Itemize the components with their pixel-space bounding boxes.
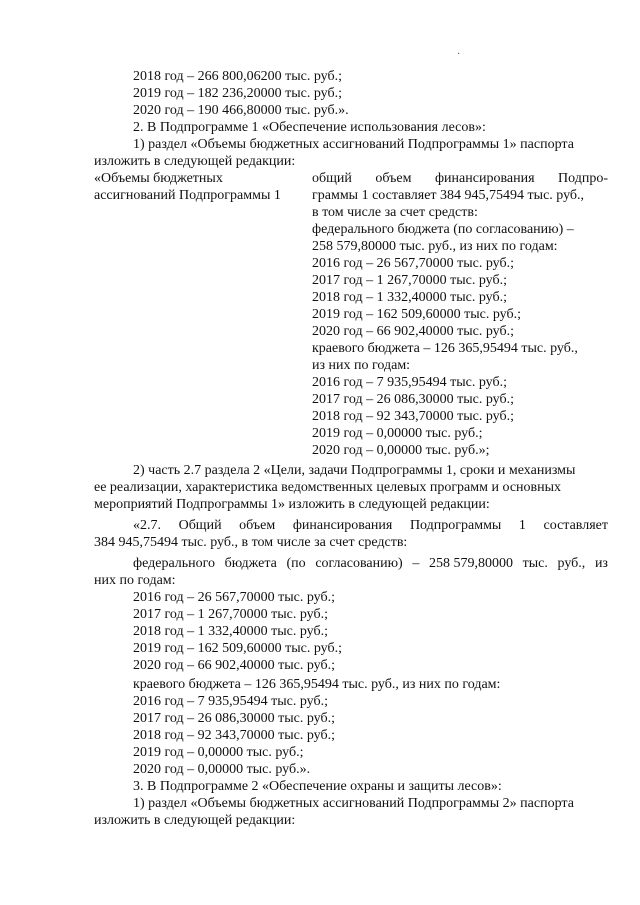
sub2-line2: ее реализации, характеристика ведомственных целевых программ и основных bbox=[94, 480, 562, 495]
table-right-line: 2016 год – 7 935,95494 тыс. руб.; bbox=[312, 375, 507, 390]
table-right-line: 2020 год – 0,00000 тыс. руб.»; bbox=[312, 443, 490, 458]
part27-federal-line2: них по годам: bbox=[94, 573, 176, 588]
table-right-line: 2019 год – 0,00000 тыс. руб.; bbox=[312, 426, 483, 441]
reg-year-line: 2016 год – 7 935,95494 тыс. руб.; bbox=[133, 694, 328, 709]
item3-sub1-line1: 1) раздел «Объемы бюджетных ассигнований Подпрограммы 2» паспорта bbox=[133, 796, 574, 811]
prev-year-2018: 2018 год – 266 800,06200 тыс. руб.; bbox=[133, 69, 342, 84]
scan-mark: · bbox=[457, 49, 461, 60]
table-right-line: 2016 год – 26 567,70000 тыс. руб.; bbox=[312, 256, 514, 271]
part27-line2: 384 945,75494 тыс. руб., в том числе за счет средств: bbox=[94, 535, 408, 550]
sub1-line1: 1) раздел «Объемы бюджетных ассигнований Подпрограммы 1» паспорта bbox=[133, 137, 574, 152]
table-right-line: 258 579,80000 тыс. руб., из них по годам: bbox=[312, 239, 558, 254]
item3-sub1-line2: изложить в следующей редакции: bbox=[94, 813, 296, 828]
fed-year-line: 2016 год – 26 567,70000 тыс. руб.; bbox=[133, 590, 335, 605]
table-right-line: 2020 год – 66 902,40000 тыс. руб.; bbox=[312, 324, 514, 339]
table-right-line1: общий объем финансирования Подпро- bbox=[312, 171, 608, 186]
fed-year-line: 2020 год – 66 902,40000 тыс. руб.; bbox=[133, 658, 335, 673]
reg-year-line: 2017 год – 26 086,30000 тыс. руб.; bbox=[133, 711, 335, 726]
table-right-line: из них по годам: bbox=[312, 358, 411, 373]
reg-year-line: 2018 год – 92 343,70000 тыс. руб.; bbox=[133, 728, 335, 743]
table-right-line: в том числе за счет средств: bbox=[312, 205, 478, 220]
item-2-heading: 2. В Подпрограмме 1 «Обеспечение использования лесов»: bbox=[133, 120, 486, 135]
table-right-line: федерального бюджета (по согласованию) – bbox=[312, 222, 574, 237]
table-right-line: 2017 год – 1 267,70000 тыс. руб.; bbox=[312, 273, 507, 288]
table-right-line: граммы 1 составляет 384 945,75494 тыс. руб., bbox=[312, 188, 585, 203]
sub2-line1: 2) часть 2.7 раздела 2 «Цели, задачи Подпрограммы 1, сроки и механизмы bbox=[133, 463, 576, 478]
table-right-line: 2019 год – 162 509,60000 тыс. руб.; bbox=[312, 307, 521, 322]
fed-year-line: 2017 год – 1 267,70000 тыс. руб.; bbox=[133, 607, 328, 622]
part27-federal-line1: федерального бюджета (по согласованию) – 258 579,80000 тыс. руб., из bbox=[133, 556, 608, 571]
sub1-line2: изложить в следующей редакции: bbox=[94, 154, 296, 169]
sub2-line3: мероприятий Подпрограммы 1» изложить в следующей редакции: bbox=[94, 497, 490, 512]
reg-year-line: 2019 год – 0,00000 тыс. руб.; bbox=[133, 745, 304, 760]
prev-year-2020: 2020 год – 190 466,80000 тыс. руб.». bbox=[133, 103, 349, 118]
part27-line1: «2.7. Общий объем финансирования Подпрограммы 1 составляет bbox=[133, 518, 608, 533]
reg-year-line: 2020 год – 0,00000 тыс. руб.». bbox=[133, 762, 311, 777]
fed-year-line: 2018 год – 1 332,40000 тыс. руб.; bbox=[133, 624, 328, 639]
item-3-heading: 3. В Подпрограмме 2 «Обеспечение охраны и защиты лесов»: bbox=[133, 779, 502, 794]
fed-year-line: 2019 год – 162 509,60000 тыс. руб.; bbox=[133, 641, 342, 656]
table-left-line1: «Объемы бюджетных bbox=[94, 171, 223, 186]
table-left-line2: ассигнований Подпрограммы 1 bbox=[94, 188, 281, 203]
regional-budget-line: краевого бюджета – 126 365,95494 тыс. руб., из них по годам: bbox=[133, 677, 501, 692]
table-right-line: 2018 год – 1 332,40000 тыс. руб.; bbox=[312, 290, 507, 305]
table-right-line: 2017 год – 26 086,30000 тыс. руб.; bbox=[312, 392, 514, 407]
table-right-line: краевого бюджета – 126 365,95494 тыс. руб., bbox=[312, 341, 578, 356]
table-right-line: 2018 год – 92 343,70000 тыс. руб.; bbox=[312, 409, 514, 424]
prev-year-2019: 2019 год – 182 236,20000 тыс. руб.; bbox=[133, 86, 342, 101]
